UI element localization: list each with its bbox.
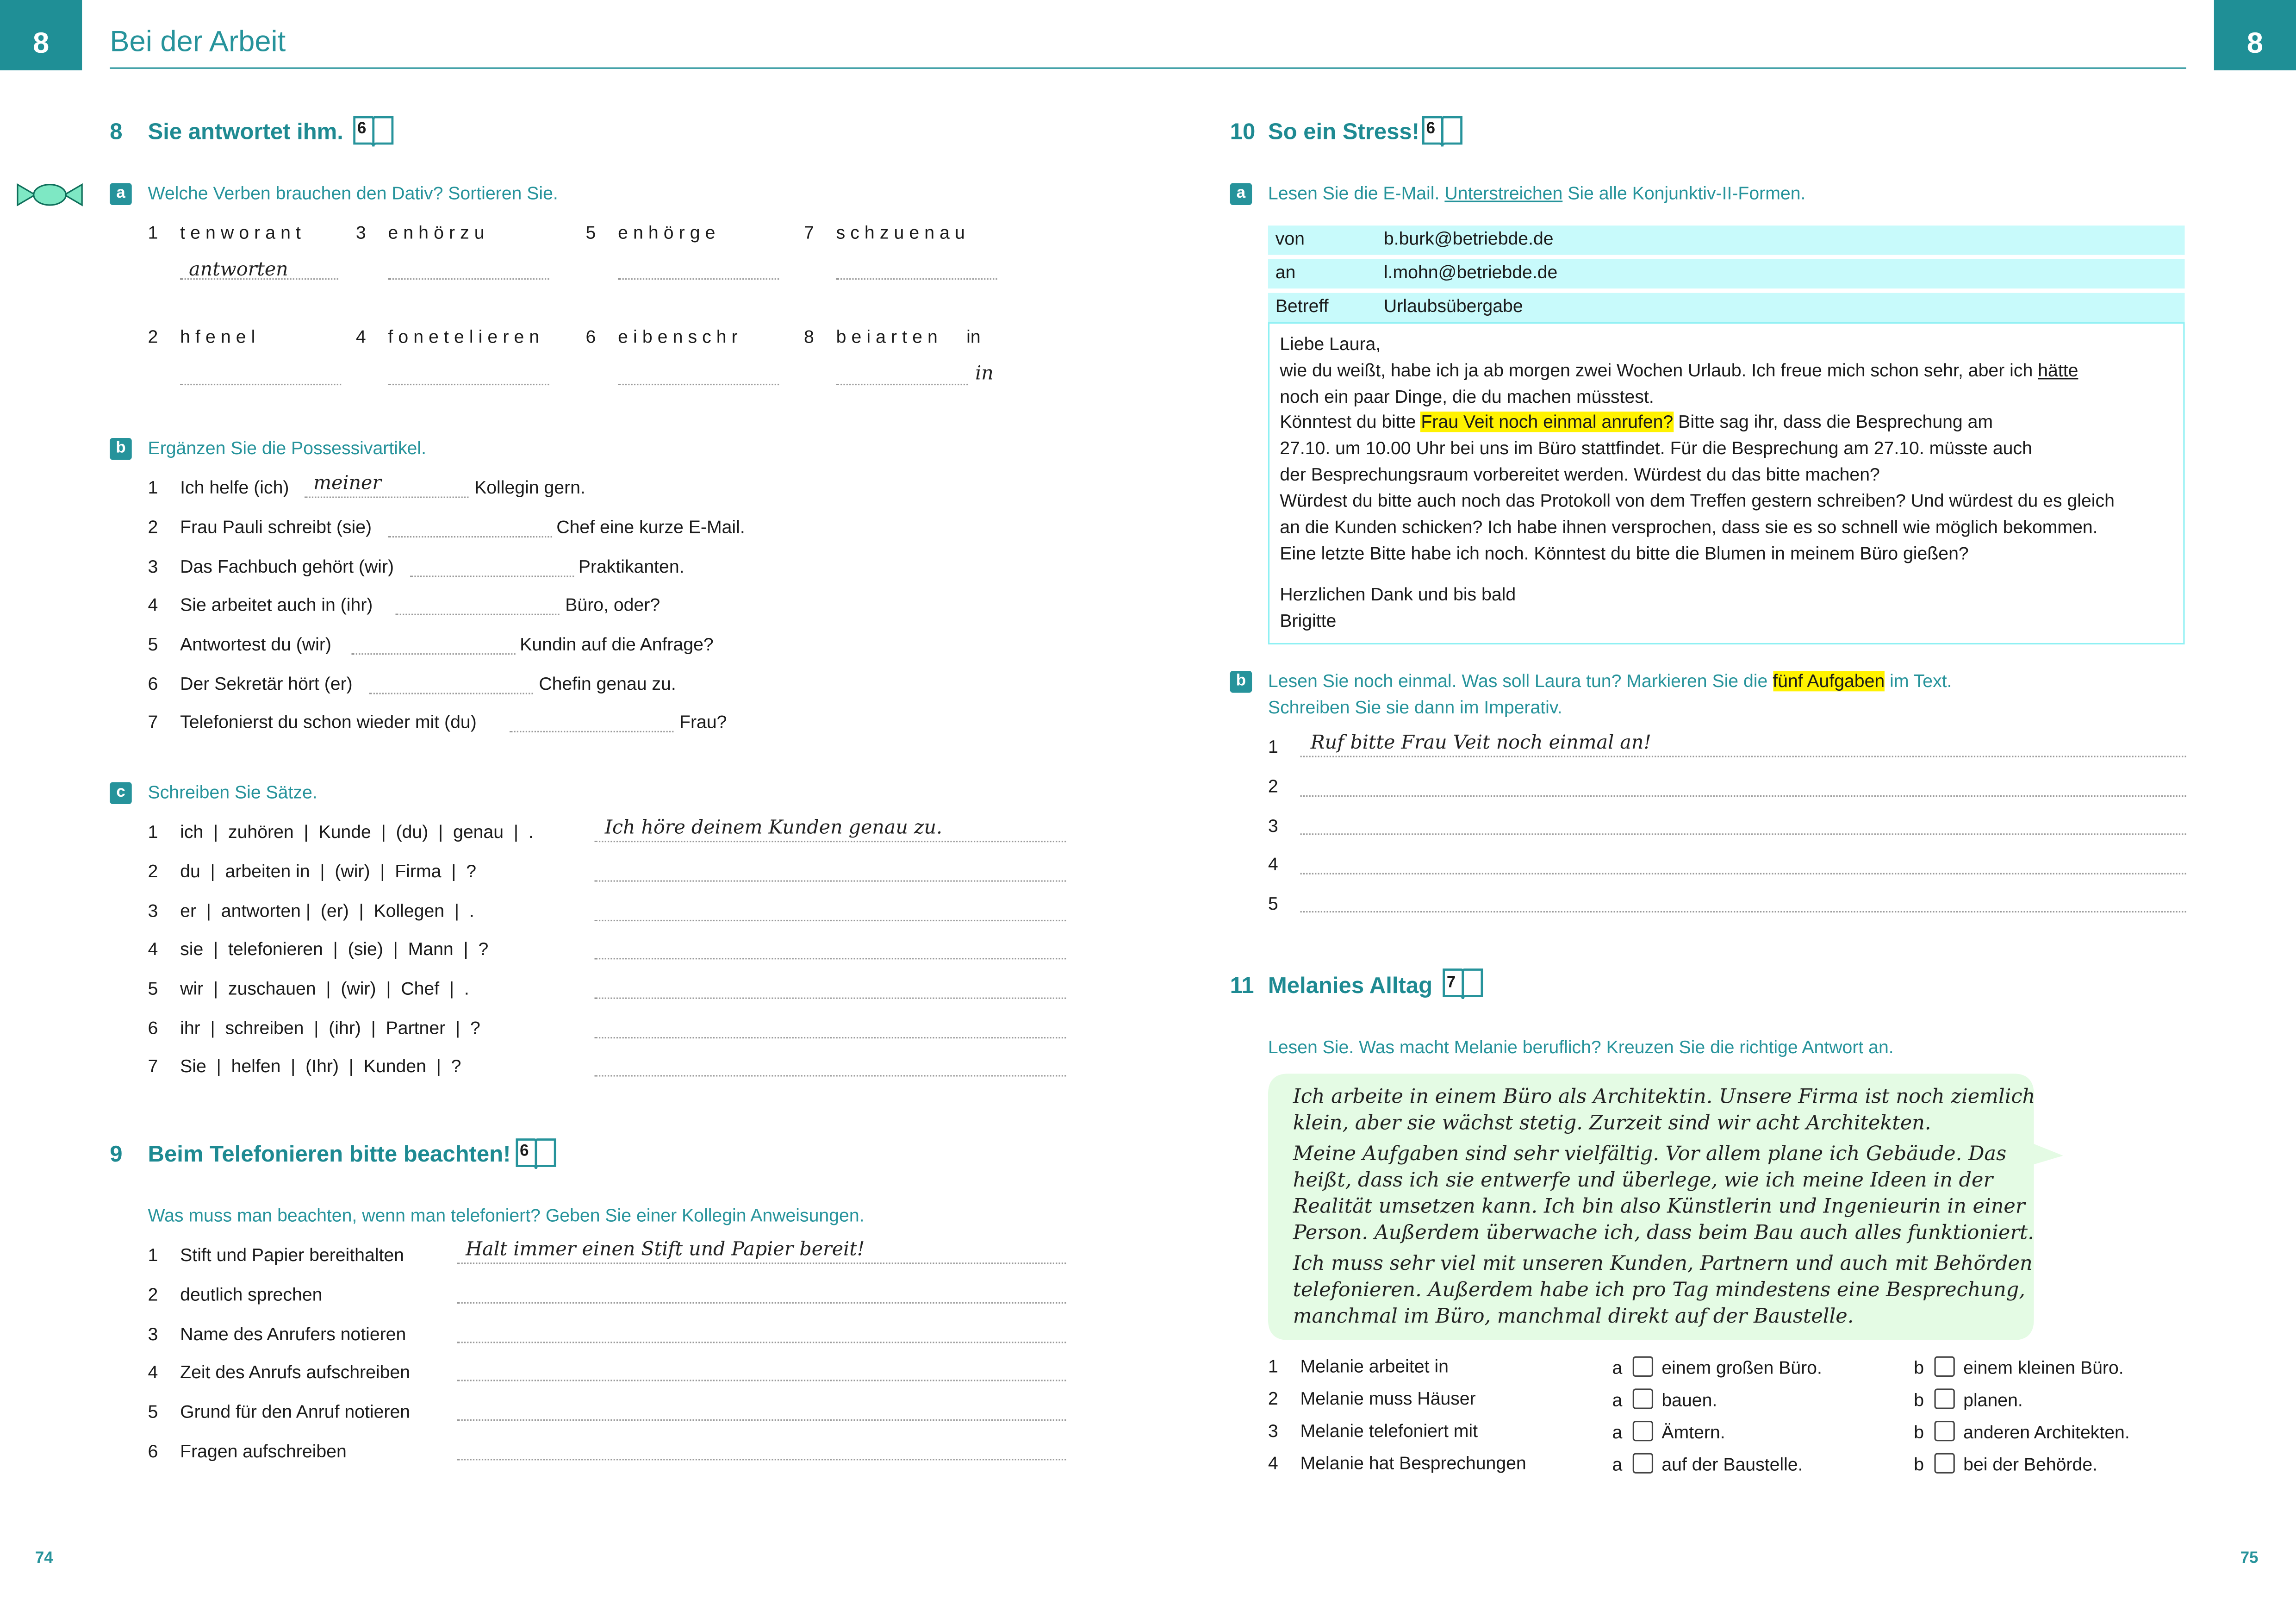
email-line	[1280, 360, 2078, 381]
handwritten-answer: meiner	[313, 473, 382, 495]
ex8-title: Sie antwortet ihm.	[148, 120, 343, 145]
email-line	[1280, 412, 1993, 432]
option-text: Ämtern.	[1661, 1422, 1725, 1443]
bubble-line: Realität umsetzen kann. Ich bin also Künstlerin und Ingenieurin in einer	[1293, 1195, 2025, 1219]
list-item-number: 4	[148, 1362, 158, 1383]
checkbox[interactable]	[1632, 1421, 1653, 1441]
answer-line[interactable]	[457, 1380, 1066, 1381]
list-item-number: 7	[148, 712, 158, 732]
answer-line[interactable]	[410, 575, 574, 577]
ex9-title: Beim Telefonieren bitte beachten!	[148, 1142, 511, 1168]
email-field-value: l.mohn@betriebde.de	[1383, 262, 1558, 283]
answer-line[interactable]	[1300, 911, 2186, 912]
question-text: Melanie arbeitet in	[1300, 1356, 1449, 1377]
list-item-number: 5	[585, 222, 596, 244]
list-item-number: 5	[1268, 893, 1278, 914]
task-text: Zeit des Anrufs aufschreiben	[180, 1362, 411, 1383]
list-item-number: 7	[803, 222, 814, 244]
list-item-number: 1	[1268, 1356, 1278, 1377]
handwritten-answer: Ruf bitte Frau Veit noch einmal an!	[1310, 732, 1651, 755]
checkbox[interactable]	[1632, 1453, 1653, 1474]
option-text: auf der Baustelle.	[1661, 1454, 1803, 1475]
ex9-number: 9	[110, 1142, 123, 1168]
option-letter: a	[1612, 1422, 1623, 1443]
answer-line[interactable]	[1300, 756, 2186, 757]
word-prompt: wir | zuschauen | (wir) | Chef | .	[180, 978, 469, 999]
checkbox[interactable]	[1934, 1453, 1954, 1474]
answer-line[interactable]	[457, 1419, 1066, 1421]
list-item-number: 4	[148, 939, 158, 960]
handwritten-answer: antworten	[189, 259, 288, 281]
scrambled-word: eibenschr	[618, 326, 743, 347]
email-line: Eine letzte Bitte habe ich noch. Könntest du bitte die Blumen in meinem Büro gießen?	[1280, 543, 1969, 564]
answer-line[interactable]	[1300, 795, 2186, 797]
list-item-number: 6	[148, 1018, 158, 1039]
scrambled-word: tenworant	[180, 222, 306, 244]
list-item-number: 2	[1268, 1388, 1278, 1409]
answer-line[interactable]	[457, 1302, 1066, 1304]
word-prompt: ihr | schreiben | (ihr) | Partner | ?	[180, 1018, 480, 1039]
option-letter: a	[1612, 1357, 1623, 1379]
word-prompt: ich | zuhören | Kunde | (du) | genau | .	[180, 821, 534, 843]
question-text: Melanie hat Besprechungen	[1300, 1453, 1526, 1474]
option-a	[1612, 1388, 1717, 1410]
answer-line[interactable]	[595, 998, 1066, 999]
email-text-run: wie du weißt, habe ich ja ab morgen zwei Wochen Urlaub. Ich freue mich schon sehr, aber ich	[1280, 360, 2033, 381]
list-item-number: 6	[148, 1441, 158, 1462]
answer-line[interactable]	[351, 653, 515, 655]
list-item-number: 4	[1268, 854, 1278, 874]
ex10-title: So ein Stress!	[1268, 120, 1420, 145]
word-prompt: sie | telefonieren | (sie) | Mann | ?	[180, 939, 489, 960]
sentence-end: Frau?	[679, 712, 727, 732]
answer-line[interactable]	[595, 920, 1066, 921]
instruction-underlined: Unterstreichen	[1444, 183, 1563, 204]
answer-line[interactable]	[305, 497, 468, 498]
ex8c-instruction: Schreiben Sie Sätze.	[148, 782, 317, 803]
option-letter: a	[1612, 1454, 1623, 1475]
chapter-tab-left: 8	[0, 0, 82, 70]
email-line: der Besprechungsraum vorbereitet werden. Würdest du das bitte machen?	[1280, 464, 1880, 485]
answer-line[interactable]	[618, 384, 779, 385]
answer-line[interactable]	[595, 1075, 1066, 1076]
answer-line[interactable]	[510, 731, 673, 732]
page-number-right: 75	[2240, 1549, 2259, 1568]
highlighted-task: Frau Veit noch einmal anrufen?	[1421, 412, 1674, 432]
bubble-line: Ich muss sehr viel mit unseren Kunden, Partnern und auch mit Behörden	[1293, 1252, 2033, 1276]
option-text: bauen.	[1661, 1390, 1717, 1411]
option-b	[1914, 1388, 2023, 1410]
option-text: bei der Behörde.	[1963, 1454, 2098, 1475]
email-text-run: Könntest du bitte	[1280, 412, 1416, 432]
option-b	[1914, 1453, 2097, 1475]
question-text: Melanie telefoniert mit	[1300, 1420, 1478, 1442]
sentence-start: Das Fachbuch gehört (wir)	[180, 556, 394, 577]
ex10b-instruction-2: Schreiben Sie sie dann im Imperativ.	[1268, 697, 1562, 718]
bubble-line: telefonieren. Außerdem habe ich pro Tag mindestens eine Besprechung,	[1293, 1279, 2026, 1302]
word-prompt: er | antworten | (er) | Kollegen | .	[180, 900, 474, 922]
email-text-run: Bitte sag ihr, dass die Besprechung am	[1678, 412, 1993, 432]
email-line: Liebe Laura,	[1280, 334, 1381, 355]
list-item-number: 1	[1268, 737, 1278, 757]
list-item-number: 5	[148, 1401, 158, 1423]
ex10a-label: a	[1230, 183, 1252, 205]
scrambled-word: fonetelieren	[388, 326, 545, 347]
sentence-start: Frau Pauli schreibt (sie)	[180, 517, 372, 538]
candy-icon	[15, 181, 85, 208]
checkbox[interactable]	[1632, 1388, 1653, 1409]
option-b	[1914, 1356, 2123, 1378]
sentence-start: Antwortest du (wir)	[180, 634, 331, 655]
checkbox[interactable]	[1934, 1421, 1954, 1441]
list-item-number: 1	[148, 477, 158, 498]
sentence-end: Kundin auf die Anfrage?	[520, 634, 714, 655]
answer-line[interactable]	[457, 1262, 1066, 1264]
ex10-ref: 6	[1426, 120, 1436, 138]
answer-line[interactable]	[595, 841, 1066, 842]
handwritten-answer: Ich höre deinem Kunden genau zu.	[604, 817, 943, 839]
chapter-title: Bei der Arbeit	[110, 26, 286, 59]
list-item-number: 6	[585, 326, 596, 347]
ex8b-label: b	[110, 438, 131, 460]
option-text: einem kleinen Büro.	[1963, 1357, 2124, 1379]
ex8-number: 8	[110, 120, 123, 145]
sentence-end: Chef eine kurze E-Mail.	[556, 517, 745, 538]
list-item-number: 4	[355, 326, 366, 347]
instruction-text: im Text.	[1890, 671, 1952, 692]
ex8a-label: a	[110, 183, 131, 205]
ex8b-instruction: Ergänzen Sie die Possessivartikel.	[148, 438, 426, 459]
answer-line[interactable]	[1300, 833, 2186, 835]
email-line: an die Kunden schicken? Ich habe ihnen versprochen, dass sie es so schnell wie möglich bekommen.	[1280, 517, 2098, 538]
task-text: Fragen aufschreiben	[180, 1441, 347, 1462]
option-letter: b	[1914, 1357, 1924, 1379]
bubble-line: klein, aber sie wächst stetig. Zurzeit sind wir acht Architekten.	[1293, 1112, 1931, 1136]
list-item-number: 2	[148, 861, 158, 882]
task-text: Name des Anrufers notieren	[180, 1324, 406, 1345]
ex11-instruction: Lesen Sie. Was macht Melanie beruflich? Kreuzen Sie die richtige Antwort an.	[1268, 1037, 1894, 1058]
list-item-number: 5	[148, 634, 158, 655]
email-line: Würdest du bitte auch noch das Protokoll von dem Treffen gestern schreiben? Und würdest du es gleich	[1280, 490, 2115, 512]
bubble-line: heißt, dass ich sie entwerfe und überlege, wie ich meine Ideen in der	[1293, 1168, 1993, 1193]
scrambled-word: enhörge	[618, 222, 721, 244]
sentence-start: Ich helfe (ich)	[180, 477, 289, 498]
list-item-number: 4	[148, 594, 158, 615]
ex8a-instruction: Welche Verben brauchen den Dativ? Sortieren Sie.	[148, 183, 558, 204]
email-line: Herzlichen Dank und bis bald	[1280, 584, 1516, 605]
list-item-number: 2	[148, 326, 158, 347]
handwritten-answer: Halt immer einen Stift und Papier bereit!	[466, 1239, 865, 1262]
email-field-key: an	[1275, 262, 1296, 283]
option-text: planen.	[1963, 1390, 2023, 1411]
bubble-line: Meine Aufgaben sind sehr vielfältig. Vor allem plane ich Gebäude. Das	[1293, 1142, 2007, 1166]
email-field-key: von	[1275, 228, 1305, 249]
option-letter: b	[1914, 1390, 1924, 1411]
email-field-value: Urlaubsübergabe	[1383, 296, 1523, 317]
list-item-number: 3	[1268, 816, 1278, 837]
list-item-number: 1	[148, 222, 158, 244]
scrambled-word: hfenel	[180, 326, 261, 347]
ex9-instruction: Was muss man beachten, wenn man telefoniert? Geben Sie einer Kollegin Anweisungen.	[148, 1205, 865, 1226]
option-text: anderen Architekten.	[1963, 1422, 2130, 1443]
option-letter: b	[1914, 1422, 1924, 1443]
bubble-line: Ich arbeite in einem Büro als Architektin. Unsere Firma ist noch ziemlich	[1293, 1085, 2035, 1109]
option-a	[1612, 1356, 1822, 1378]
ex11-ref: 7	[1446, 974, 1456, 992]
answer-line[interactable]	[1300, 873, 2186, 874]
ex9-ref: 6	[520, 1142, 529, 1160]
ex11-number: 11	[1230, 974, 1254, 999]
list-item-number: 4	[1268, 1453, 1278, 1474]
task-text: Stift und Papier bereithalten	[180, 1245, 404, 1266]
sentence-start: Sie arbeitet auch in (ihr)	[180, 594, 373, 615]
answer-line[interactable]	[388, 278, 549, 280]
page-number-left: 74	[35, 1549, 53, 1568]
list-item-number: 3	[148, 900, 158, 922]
konjunktiv-underlined: hätte	[2038, 360, 2078, 381]
answer-line[interactable]	[388, 384, 549, 385]
ex10-number: 10	[1230, 120, 1256, 145]
list-item-number: 2	[1268, 776, 1278, 797]
answer-line[interactable]	[369, 693, 533, 694]
answer-line[interactable]	[457, 1459, 1066, 1460]
scrambled-word: schzuenau	[836, 222, 970, 244]
instruction-text: Lesen Sie die E-Mail.	[1268, 183, 1440, 204]
email-line: 27.10. um 10.00 Uhr bei uns im Büro stattfindet. Für die Besprechung am 27.10. müsste auch	[1280, 438, 2032, 459]
answer-line[interactable]	[395, 614, 559, 615]
option-letter: a	[1612, 1390, 1623, 1411]
header-rule	[110, 68, 2186, 69]
answer-line[interactable]	[180, 384, 341, 385]
instruction-text: Sie alle Konjunktiv-II-Formen.	[1568, 183, 1806, 204]
chapter-tab-right: 8	[2214, 0, 2296, 70]
word-prompt: du | arbeiten in | (wir) | Firma | ?	[180, 861, 477, 882]
ex8c-label: c	[110, 782, 131, 804]
list-item-number: 6	[148, 674, 158, 694]
sentence-start: Telefonierst du schon wieder mit (du)	[180, 712, 477, 732]
list-item-number: 1	[148, 1245, 158, 1266]
answer-line[interactable]	[457, 1342, 1066, 1343]
word-prompt: Sie | helfen | (Ihr) | Kunden | ?	[180, 1056, 461, 1077]
email-line: Brigitte	[1280, 611, 1337, 631]
handwritten-answer: in	[975, 363, 994, 386]
scrambled-word-suffix: in	[966, 326, 981, 347]
list-item-number: 5	[148, 978, 158, 999]
sentence-end: Büro, oder?	[565, 594, 660, 615]
sentence-end: Praktikanten.	[578, 556, 684, 577]
sentence-end: Chefin genau zu.	[539, 674, 676, 694]
list-item-number: 1	[148, 821, 158, 843]
option-a	[1612, 1453, 1803, 1475]
list-item-number: 3	[1268, 1420, 1278, 1442]
list-item-number: 3	[148, 556, 158, 577]
answer-line[interactable]	[388, 536, 552, 537]
sentence-end: Kollegin gern.	[474, 477, 585, 498]
instruction-highlighted: fünf Aufgaben	[1773, 671, 1885, 692]
ex11-title: Melanies Alltag	[1268, 974, 1433, 999]
ex10b-instruction	[1268, 671, 1952, 691]
answer-line[interactable]	[595, 881, 1066, 882]
bubble-line: manchmal im Büro, manchmal direkt auf der Baustelle.	[1293, 1305, 1854, 1329]
sentence-start: Der Sekretär hört (er)	[180, 674, 353, 694]
option-a	[1612, 1421, 1725, 1443]
answer-line[interactable]	[836, 278, 997, 280]
bubble-line: Person. Außerdem überwache ich, dass beim Bau auch alles funktioniert.	[1293, 1221, 2034, 1245]
list-item-number: 2	[148, 517, 158, 538]
list-item-number: 3	[148, 1324, 158, 1345]
task-text: Grund für den Anruf notieren	[180, 1401, 411, 1423]
instruction-text: Lesen Sie noch einmal. Was soll Laura tun? Markieren Sie die	[1268, 671, 1768, 692]
list-item-number: 7	[148, 1056, 158, 1077]
list-item-number: 2	[148, 1284, 158, 1305]
email-field-key: Betreff	[1275, 296, 1329, 317]
email-field-value: b.burk@betriebde.de	[1383, 228, 1554, 249]
option-letter: b	[1914, 1454, 1924, 1475]
scrambled-word: enhörzu	[388, 222, 490, 244]
checkbox[interactable]	[1934, 1388, 1954, 1409]
answer-line[interactable]	[836, 384, 968, 385]
option-text: einem großen Büro.	[1661, 1357, 1822, 1379]
checkbox[interactable]	[1934, 1356, 1954, 1377]
ex10a-instruction	[1268, 183, 1805, 203]
list-item-number: 8	[803, 326, 814, 347]
answer-line[interactable]	[618, 278, 779, 280]
scrambled-word: beiarten	[836, 326, 943, 347]
ex8-ref: 6	[357, 120, 367, 138]
task-text: deutlich sprechen	[180, 1284, 323, 1305]
question-text: Melanie muss Häuser	[1300, 1388, 1476, 1409]
ex10b-label: b	[1230, 671, 1252, 693]
option-b	[1914, 1421, 2130, 1443]
list-item-number: 3	[355, 222, 366, 244]
email-line: noch ein paar Dinge, die du machen müsstest.	[1280, 387, 1654, 407]
answer-line[interactable]	[595, 1037, 1066, 1038]
checkbox[interactable]	[1632, 1356, 1653, 1377]
answer-line[interactable]	[595, 958, 1066, 959]
